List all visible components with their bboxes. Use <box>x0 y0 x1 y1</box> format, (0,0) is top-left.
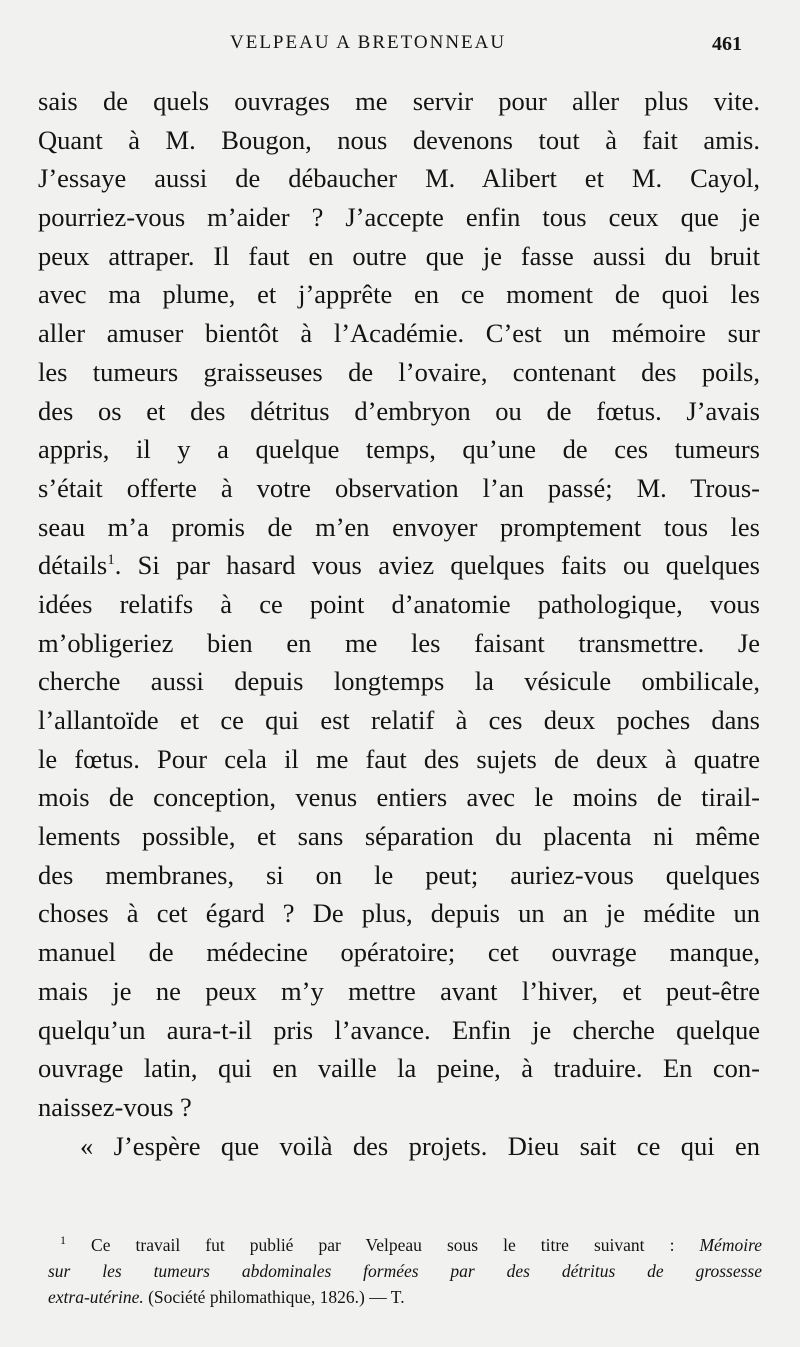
footnote-line <box>48 1232 762 1258</box>
text-line: des os et des détritus d’embryon ou de fœtus. J’avais <box>38 395 760 426</box>
text-line: Quant à M. Bougon, nous devenons tout à fait amis. <box>38 124 760 155</box>
page-number: 461 <box>712 33 742 55</box>
text-line: cherche aussi depuis longtemps la vésicule ombilicale, <box>38 666 760 697</box>
text-line: m’obligeriez bien en me les faisant transmettre. Je <box>38 627 760 658</box>
running-head <box>0 30 800 62</box>
running-title: VELPEAU A BRETONNEAU <box>230 32 507 53</box>
text-line: lements possible, et sans séparation du placenta ni même <box>38 821 760 852</box>
text-line: peux attraper. Il faut en outre que je fasse aussi du bruit <box>38 240 760 271</box>
text-line: s’était offerte à votre observation l’an passé; M. Trous- <box>38 472 760 503</box>
text-line: manuel de médecine opératoire; cet ouvrage manque, <box>38 937 760 968</box>
footnote-italic-title: Mémoire <box>699 1235 762 1255</box>
footnote-line <box>48 1258 762 1284</box>
text-line: mais je ne peux m’y mettre avant l’hiver, et peut-être <box>38 975 760 1006</box>
footnote-text: Ce travail fut publié par Velpeau sous le titre suivant : <box>66 1235 700 1255</box>
text-fragment: . Si par hasard vous aviez quelques faits ou quelques <box>114 550 760 581</box>
text-line: mois de conception, venus entiers avec le moins de tirail- <box>38 782 760 813</box>
text-line: « J’espère que voilà des projets. Dieu sait ce qui en <box>80 1130 760 1161</box>
text-line: choses à cet égard ? De plus, depuis un an je médite un <box>38 898 760 929</box>
text-line: avec ma plume, et j’apprête en ce moment de quoi les <box>38 279 760 310</box>
text-line: les tumeurs graisseuses de l’ovaire, contenant des poils, <box>38 356 760 387</box>
text-line: aller amuser bientôt à l’Académie. C’est un mémoire sur <box>38 318 760 349</box>
text-line: quelqu’un aura-t-il pris l’avance. Enfin je cherche quelque <box>38 1014 760 1045</box>
text-line: le fœtus. Pour cela il me faut des sujets de deux à quatre <box>38 743 760 774</box>
footnote-marker: 1 <box>60 1233 66 1248</box>
body-text <box>38 82 760 1165</box>
footnote-reference: 1 <box>107 552 115 569</box>
text-fragment: détails <box>38 550 108 581</box>
text-line: idées relatifs à ce point d’anatomie pathologique, vous <box>38 588 760 619</box>
text-line: sais de quels ouvrages me servir pour aller plus vite. <box>38 86 760 116</box>
text-line: naissez-vous ? <box>38 1091 192 1122</box>
footnote-line <box>48 1284 762 1310</box>
footnote <box>48 1232 762 1310</box>
footnote-text: (Société philomathique, 1826.) — T. <box>143 1287 405 1307</box>
footnote-italic-title: sur les tumeurs abdominales formées par des détritus de grossesse <box>48 1261 762 1281</box>
footnote-italic-title: extra-utérine. <box>48 1287 144 1307</box>
text-line: l’allantoïde et ce qui est relatif à ces deux poches dans <box>38 705 760 735</box>
text-line: ouvrage latin, qui en vaille la peine, à traduire. En con- <box>38 1053 760 1084</box>
text-line: J’essaye aussi de débaucher M. Alibert et M. Cayol, <box>38 163 760 194</box>
text-line: seau m’a promis de m’en envoyer promptement tous les <box>38 511 760 542</box>
text-line: des membranes, si on le peut; auriez-vous quelques <box>38 859 760 890</box>
text-line: pourriez-vous m’aider ? J’accepte enfin tous ceux que je <box>38 202 760 233</box>
text-line: appris, il y a quelque temps, qu’une de ces tumeurs <box>38 434 760 465</box>
text-line-with-note <box>38 546 760 585</box>
